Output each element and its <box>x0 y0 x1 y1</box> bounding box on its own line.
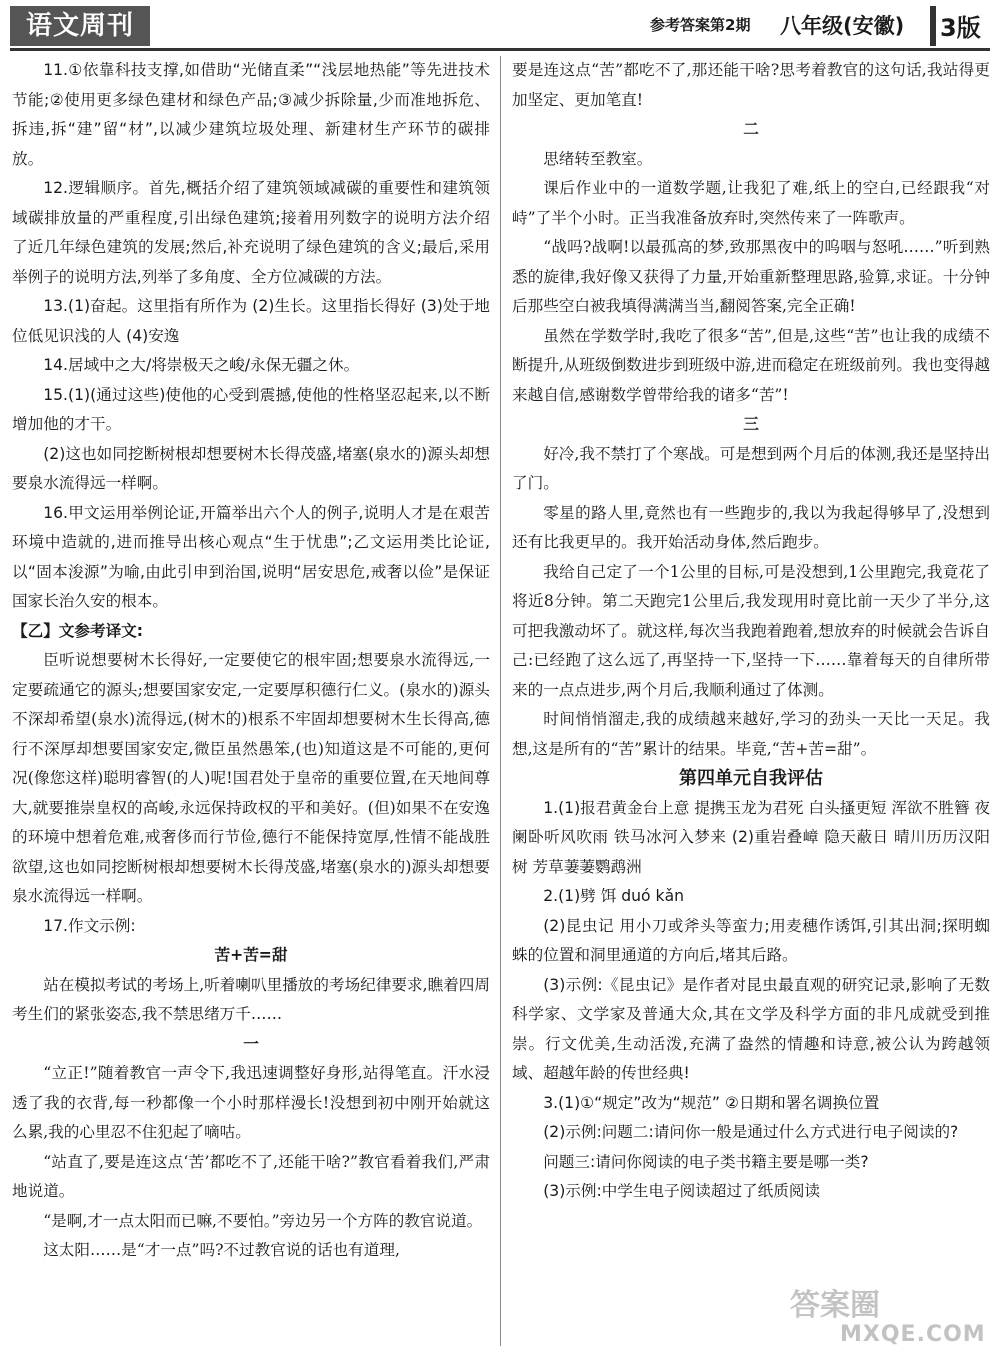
watermark-url: MXQE.COM <box>840 1322 986 1347</box>
unit-answer-3-1: 3.(1)①“规定”改为“规范” ②日期和署名调换位置 <box>543 1093 880 1112</box>
essay-paragraph: “站直了,要是连这点‘苦’都吃不了,还能干啥?”教官看着我们,严肃地说道。 <box>12 1152 490 1200</box>
essay-paragraph: 这太阳……是“才一点”吗?不过教官说的话也有道理, <box>43 1241 400 1259</box>
section-heading-2: 二 <box>743 120 759 138</box>
page-number: 3版 <box>940 14 981 42</box>
essay-paragraph: “立正!”随着教官一声令下,我迅速调整好身形,站得笔直。汗水浸透了我的衣背,每一秒都像一个小时那样漫长!没想到初中刚开始就这么累,我的心里忍不住犯起了嘀咕。 <box>12 1064 490 1141</box>
answer-15-1: 15.(1)(通过这些)使他的心受到震撼,使他的性格坚忍起来,以不断增加他的才干。 <box>12 385 490 433</box>
essay-paragraph: 站在模拟考试的考场上,听着喇叭里播放的考场纪律要求,瞧着四周考生们的紧张姿态,我不禁思绪万千…… <box>12 975 490 1023</box>
unit-answer-1: 1.(1)报君黄金台上意 提携玉龙为君死 白头搔更短 浑欲不胜簪 夜阑卧听风吹雨 铁马冰河入梦来 (2)重岩叠嶂 隐天蔽日 晴川历历汉阳树 芳草萋萋鹦鹉洲 <box>512 798 990 876</box>
section-heading-1: 一 <box>243 1034 259 1053</box>
grade-label: 八年级(安徽) <box>780 14 905 38</box>
essay-paragraph: “战吗?战啊!以最孤高的梦,致那黑夜中的呜咽与怒吼……”听到熟悉的旋律,我好像又获得了力量,开始重新整理思路,验算,求证。十分钟后那些空白被我填得满满当当,翻阅答案,完全正确! <box>512 238 990 315</box>
essay-paragraph: 好冷,我不禁打了个寒战。可是想到两个月后的体测,我还是坚持出了门。 <box>512 444 990 492</box>
answer-11: 11.①依靠科技支撑,如借助“光储直柔”“浅层地热能”等先进技术节能;②使用更多绿色建材和绿色产品;③减少拆除量,少而准地拆危、拆违,拆“建”留“材”,以减少建筑垃圾处理、新建材生产环节的碳排放。 <box>12 61 490 168</box>
essay-paragraph: 时间悄悄溜走,我的成绩越来越好,学习的劲头一天比一天足。我想,这是所有的“苦”累计的结果。毕竟,“苦+苦=甜”。 <box>512 710 990 758</box>
header-divider <box>930 6 936 46</box>
masthead-logo: 语文周刊 <box>10 6 150 46</box>
unit-answer-2-3: (3)示例:《昆虫记》是作者对昆虫最直观的研究记录,影响了无数科学家、文学家及普通大众,其在文学及科学方面的非凡成就受到推崇。行文优美,生动活泼,充满了盎然的情趣和诗意,被公认为跨越领域、超越年龄的传世经典! <box>512 975 990 1082</box>
translation-text: 臣听说想要树木长得好,一定要使它的根牢固;想要泉水流得远,一定要疏通它的源头;想要国家安定,一定要厚积德行仁义。(泉水的)源头不深却希望(泉水)流得远,(树木的)根系不牢固却想要树木生长得高,德行不深厚却想要国家安定,微臣虽然愚笨,(也)知道这是不可能的,更何况(像您这样)聪明睿智(的人)呢!国君处于皇帝的重要位置,在天地间尊大,就要推崇皇权的高峻,永远保持政权的平和美好。(但)如果不在安逸的环境中想着危难,戒奢侈而行节俭,德行不能保持宽厚,性情不能战胜欲望,这也如同挖断树根却想要树木长得茂盛,堵塞(泉水的)源头却想要泉水流得远一样啊。 <box>12 651 490 905</box>
unit-answer-3-4: (3)示例:中学生电子阅读超过了纸质阅读 <box>543 1182 821 1200</box>
section-heading-3: 三 <box>743 415 759 433</box>
issue-label: 参考答案第2期 <box>650 16 751 34</box>
answer-14: 14.居域中之大/将崇极天之峻/永保无疆之休。 <box>43 356 360 374</box>
essay-paragraph: 零星的路人里,竟然也有一些跑步的,我以为我起得够早了,没想到还有比我更早的。我开始活动身体,然后跑步。 <box>512 503 990 551</box>
answer-16: 16.甲文运用举例论证,开篇举出六个人的例子,说明人才是在艰苦环境中造就的,进而推导出核心观点“生于忧患”;乙文运用类比论证,以“固本浚源”为喻,由此引申到治国,说明“居安思危,戒奢以俭”是保证国家长治久安的根本。 <box>12 503 490 610</box>
page-header <box>0 0 1000 48</box>
unit-answer-2-1: 2.(1)劈 饵 duó kǎn <box>543 887 685 905</box>
unit-title: 第四单元自我评估 <box>679 768 823 789</box>
answer-12: 12.逻辑顺序。首先,概括介绍了建筑领域减碳的重要性和建筑领域碳排放量的严重程度,引出绿色建筑;接着用列数字的说明方法介绍了近几年绿色建筑的发展;然后,补充说明了绿色建筑的含义;最后,采用举例子的说明方法,列举了多角度、全方位减碳的方法。 <box>12 179 490 286</box>
right-column <box>512 56 990 1207</box>
unit-answer-3-3: 问题三:请问你阅读的电子类书籍主要是哪一类? <box>543 1152 869 1171</box>
essay-paragraph: 要是连这点“苦”都吃不了,那还能干啥?思考着教官的这句话,我站得更加坚定、更加笔直! <box>512 61 990 109</box>
essay-title: 苦+苦=甜 <box>214 946 288 964</box>
translation-label: 【乙】文参考译文: <box>12 621 143 640</box>
unit-answer-2-2: (2)昆虫记 用小刀或斧头等蛮力;用麦穗作诱饵,引其出洞;探明蜘蛛的位置和洞里通道的方向后,堵其后路。 <box>512 916 990 964</box>
watermark-logo: 答案圈 <box>790 1288 880 1323</box>
unit-answer-3-2: (2)示例:问题二:请问你一般是通过什么方式进行电子阅读的? <box>543 1123 959 1141</box>
left-column <box>12 56 490 1266</box>
essay-paragraph: 思绪转至教室。 <box>543 149 653 168</box>
answer-13: 13.(1)奋起。这里指有所作为 (2)生长。这里指长得好 (3)处于地位低见识浅的人 (4)安逸 <box>12 297 490 345</box>
essay-paragraph: 虽然在学数学时,我吃了很多“苦”,但是,这些“苦”也让我的成绩不断提升,从班级倒数进步到班级中游,进而稳定在班级前列。我也变得越来越自信,感谢数学曾带给我的诸多“苦”! <box>512 326 990 404</box>
essay-paragraph: “是啊,才一点太阳而已嘛,不要怕。”旁边另一个方阵的教官说道。 <box>43 1211 483 1230</box>
column-divider <box>500 56 501 1346</box>
answer-17: 17.作文示例: <box>43 916 136 935</box>
answer-15-2: (2)这也如同挖断树根却想要树木长得茂盛,堵塞(泉水的)源头却想要泉水流得远一样啊。 <box>12 444 490 492</box>
header-rule <box>10 48 990 51</box>
essay-paragraph: 课后作业中的一道数学题,让我犯了难,纸上的空白,已经跟我“对峙”了半个小时。正当我准备放弃时,突然传来了一阵歌声。 <box>512 179 990 227</box>
essay-paragraph: 我给自己定了一个1公里的目标,可是没想到,1公里跑完,我竟花了将近8分钟。第二天跑完1公里后,我发现用时竟比前一天少了半分,这可把我激动坏了。就这样,每次当我跑着跑着,想放弃的时候就会告诉自己:已经跑了这么远了,再坚持一下,坚持一下……靠着每天的自律所带来的一点点进步,两个月后,我顺利通过了体测。 <box>512 562 990 699</box>
